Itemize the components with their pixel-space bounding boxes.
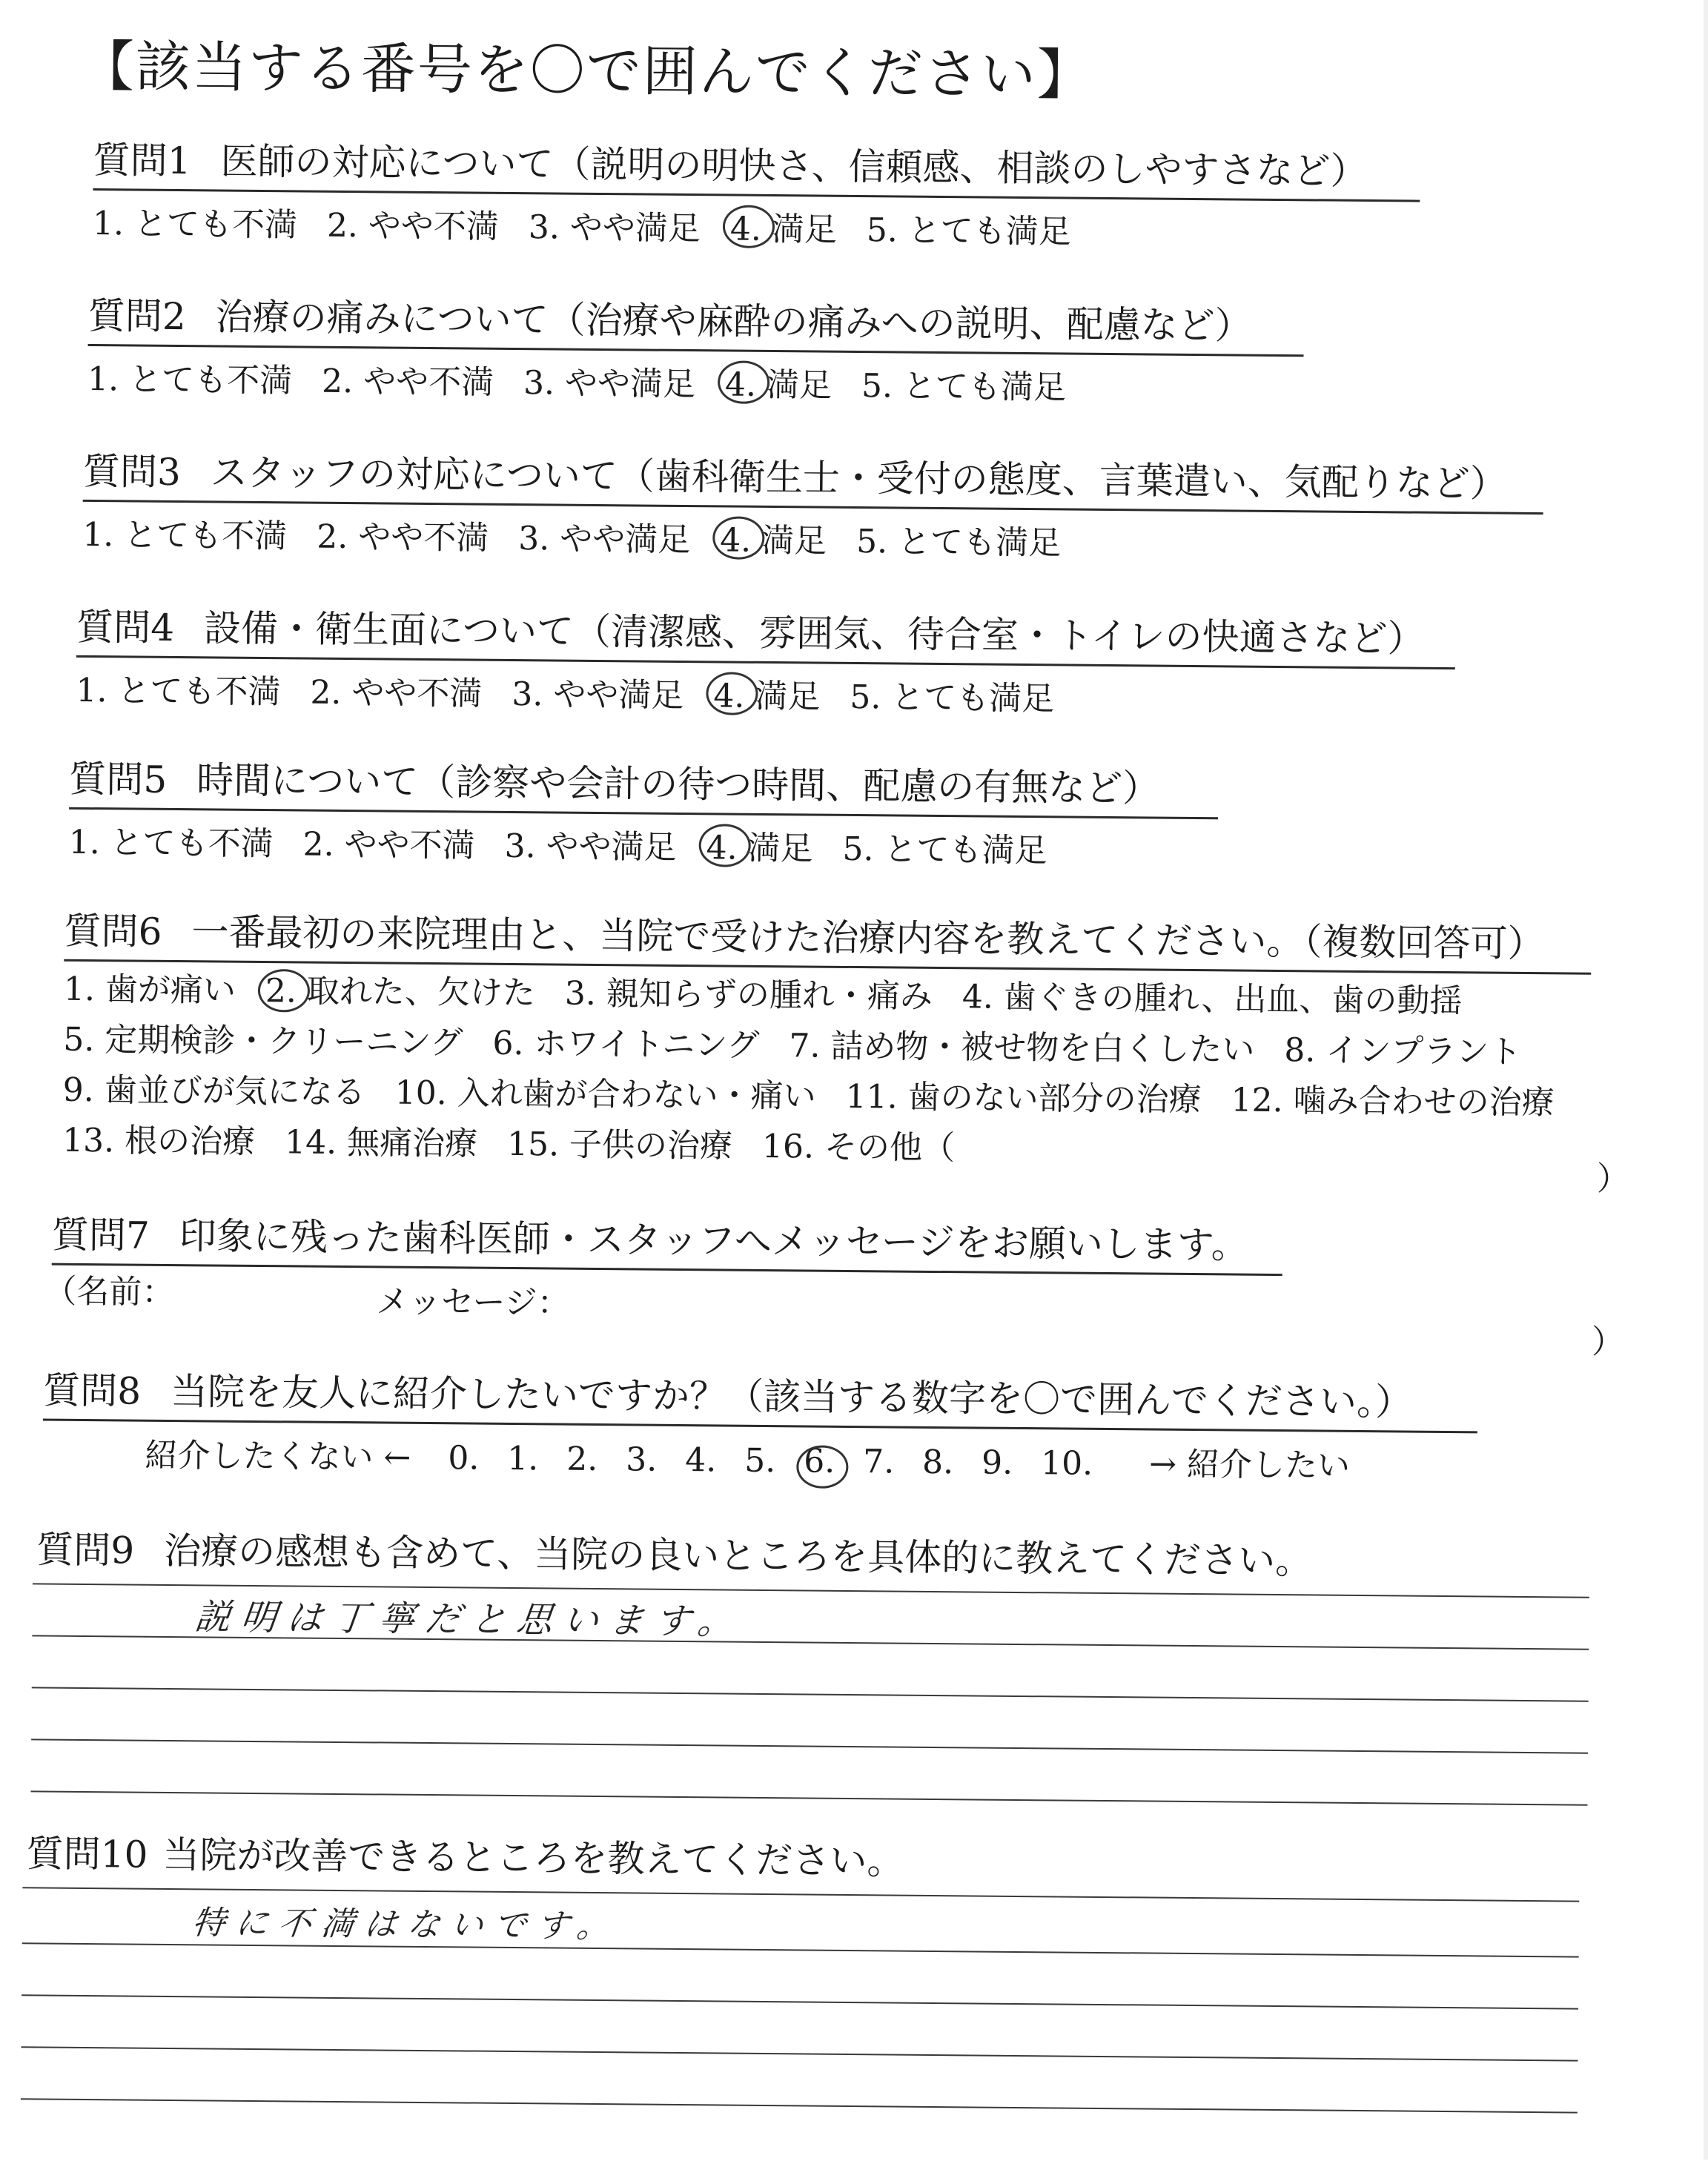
rating-option-selected[interactable]: 4. 満足 (730, 202, 838, 251)
scale-value[interactable]: 2. (566, 1440, 598, 1479)
rating-option[interactable]: 1. とても不満 (68, 823, 274, 864)
question-number: 質問1 (93, 139, 191, 183)
question-4-heading (76, 598, 1456, 669)
answer-line (21, 1994, 1578, 2009)
rating-option-selected[interactable]: 4. 満足 (725, 357, 833, 406)
treatment-option[interactable]: 9. 歯並びが気になる (62, 1071, 365, 1112)
question-1-heading (93, 130, 1420, 202)
question-number: 質問7 (51, 1213, 150, 1257)
scan-edge (1704, 0, 1708, 2160)
question-number: 質問8 (42, 1369, 142, 1413)
treatment-option[interactable]: 7. 詰め物・被せ物を白くしたい (789, 1027, 1255, 1069)
rating-options (76, 664, 1454, 723)
answer-line (21, 2098, 1578, 2113)
treatment-option[interactable]: 13. 根の治療 (62, 1121, 256, 1161)
scale-value[interactable]: 1. (507, 1439, 539, 1478)
rating-option-selected[interactable]: 4. 満足 (720, 513, 827, 561)
rating-option[interactable]: 2. やや不満 (310, 673, 483, 713)
treatment-option[interactable]: 6. ホワイトニング (492, 1024, 760, 1065)
question-number: 質問2 (87, 294, 186, 339)
answer-line (31, 1738, 1588, 1753)
question-number: 質問4 (76, 605, 175, 649)
question-text: 医師の対応について（説明の明快さ、信頼感、相談のしやすさなど） (220, 139, 1368, 193)
scale-value[interactable]: 5. (744, 1441, 776, 1480)
rating-option[interactable]: 1. とても不満 (87, 360, 293, 400)
answer-line (31, 1790, 1588, 1805)
question-number: 質問9 (36, 1528, 135, 1572)
treatment-option-selected[interactable]: 2. 取れた、欠けた (265, 966, 536, 1019)
rating-option[interactable]: 5. とても満足 (855, 523, 1062, 563)
rating-option[interactable]: 2. やや不満 (302, 825, 475, 865)
rating-option-selected[interactable]: 4. 満足 (706, 821, 813, 869)
question-number: 質問10 (26, 1832, 148, 1876)
answer-line (22, 1942, 1579, 1957)
question-9 (36, 1520, 1312, 1584)
rating-option[interactable]: 3. やや満足 (523, 364, 696, 404)
question-6-options (62, 965, 1591, 1180)
scale-value[interactable]: 0. (448, 1439, 480, 1478)
rating-option[interactable]: 2. やや不満 (326, 206, 500, 246)
scale-value[interactable]: 4. (685, 1441, 717, 1480)
question-5 (68, 750, 1218, 873)
rating-option[interactable]: 3. やや満足 (504, 827, 677, 867)
question-number: 質問3 (82, 449, 182, 494)
question-1 (93, 130, 1420, 256)
question-3 (82, 442, 1543, 568)
question-5-heading (69, 750, 1219, 820)
question-number: 質問6 (64, 909, 162, 953)
question-number: 質問5 (69, 757, 168, 801)
question-10 (27, 1824, 904, 1885)
rating-option[interactable]: 5. とても満足 (866, 211, 1071, 251)
treatment-option[interactable]: 16. その他（ (761, 1127, 956, 1168)
rating-option[interactable]: 3. やや満足 (518, 520, 691, 560)
rating-option[interactable]: 2. やや不満 (321, 362, 494, 402)
rating-option[interactable]: 5. とても満足 (850, 678, 1055, 718)
question-7 (52, 1205, 1283, 1276)
rating-option[interactable]: 1. とても不満 (92, 205, 298, 245)
rating-options (82, 508, 1543, 568)
rating-option[interactable]: 1. とても不満 (82, 515, 288, 556)
q6-close-paren: ） (1596, 1159, 1630, 1199)
question-text: 当院が改善できるところを教えてください。 (162, 1833, 904, 1883)
rating-option[interactable]: 3. やや満足 (528, 208, 701, 248)
treatment-option[interactable]: 5. 定期検診・クリーニング (63, 1020, 463, 1062)
question-3-heading (83, 442, 1544, 515)
treatment-option[interactable]: 8. インプラント (1284, 1031, 1522, 1071)
rating-options (68, 815, 1217, 873)
question-text: 治療の感想も含めて、当院の良いところを具体的に教えてください。 (163, 1529, 1313, 1583)
treatment-option[interactable]: 14. 無痛治療 (284, 1123, 478, 1163)
scale-value[interactable]: 10. (1040, 1444, 1093, 1483)
scale-left-label: 紹介したくない ← (145, 1436, 411, 1477)
question-4 (76, 598, 1455, 723)
scale-value[interactable]: 9. (981, 1443, 1013, 1482)
question-2 (87, 286, 1304, 410)
q10-handwritten-answer[interactable]: 特に不満はないです。 (190, 1904, 622, 1946)
rating-option-selected[interactable]: 4. 満足 (713, 669, 821, 717)
question-text: 一番最初の来院理由と、当院で受けた治療内容を教えてください。（複数回答可） (191, 910, 1545, 966)
question-6-heading (64, 901, 1592, 975)
question-8-heading (43, 1360, 1478, 1433)
treatment-option[interactable]: 12. 噛み合わせの治療 (1231, 1081, 1555, 1122)
rating-option[interactable]: 1. とても不満 (76, 671, 281, 712)
treatment-option[interactable]: 1. 歯が痛い (63, 970, 236, 1010)
treatment-option[interactable]: 3. 親知らずの腫れ・痛み (564, 974, 933, 1016)
q7-close-paren: ） (1591, 1323, 1625, 1362)
question-text: 治療の痛みについて（治療や麻酔の痛みへの説明、配慮など） (215, 295, 1252, 348)
answer-line (21, 2046, 1578, 2061)
question-text: 当院を友人に紹介したいですか？（該当する数字を〇で囲んでください。） (170, 1369, 1413, 1424)
scale-right-label: → 紹介したい (1148, 1445, 1351, 1485)
scale-value[interactable]: 7. (862, 1443, 895, 1481)
answer-line (32, 1635, 1589, 1650)
page-title: 【該当する番号を〇で囲んでください】 (79, 34, 1094, 107)
q7-message-label[interactable]: メッセージ： (376, 1283, 570, 1323)
scale-value[interactable]: 3. (626, 1440, 658, 1479)
question-text: 設備・衛生面について（清潔感、雰囲気、待合室・トイレの快適さなど） (203, 606, 1425, 661)
q9-handwritten-answer[interactable]: 説明は丁寧だと思います。 (192, 1596, 747, 1643)
rating-option[interactable]: 3. やや満足 (512, 675, 684, 715)
rating-options (87, 352, 1303, 410)
treatment-option[interactable]: 4. 歯ぐきの腫れ、出血、歯の動揺 (961, 978, 1463, 1021)
question-text: 時間について（診察や会計の待つ時間、配慮の有無など） (196, 758, 1160, 810)
answer-line (32, 1687, 1589, 1701)
treatment-option[interactable]: 10. 入れ歯が合わない・痛い (394, 1073, 816, 1116)
treatment-option[interactable]: 11. 歯のない部分の治療 (845, 1077, 1202, 1119)
question-7-heading (52, 1205, 1283, 1276)
recommend-scale (145, 1429, 1378, 1487)
rating-option[interactable]: 2. やや不満 (317, 517, 489, 558)
question-8 (43, 1360, 1478, 1433)
question-6 (62, 901, 1592, 1180)
q7-name-label[interactable]: （名前： (44, 1272, 175, 1312)
question-2-heading (88, 286, 1305, 357)
rating-option[interactable]: 5. とても満足 (842, 830, 1047, 870)
treatment-option[interactable]: 15. 子供の治療 (506, 1125, 733, 1165)
scale-value-selected[interactable]: 6. (803, 1442, 835, 1480)
question-text: 印象に残った歯科医師・スタッフへメッセージをお願いします。 (179, 1214, 1249, 1267)
question-text: スタッフの対応について（歯科衛生士・受付の態度、言葉遣い、気配りなど） (210, 451, 1508, 506)
rating-option[interactable]: 5. とても満足 (861, 367, 1067, 407)
scale-value[interactable]: 8. (921, 1443, 954, 1482)
rating-options (93, 196, 1420, 256)
